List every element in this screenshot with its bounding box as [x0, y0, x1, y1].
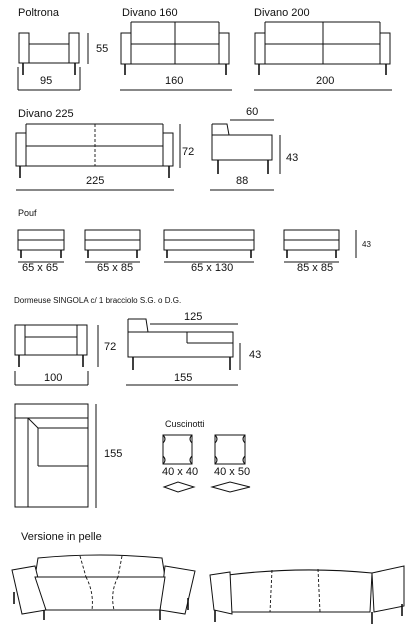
- divano200-title: Divano 200: [254, 7, 310, 19]
- divano200-width-label: 200: [316, 75, 335, 87]
- pouf-65x130-drawing: [164, 230, 254, 262]
- pouf-65x85-drawing: [85, 230, 140, 262]
- divano225-height-label: 72: [182, 146, 195, 158]
- pouf-65x65-label: 65 x 65: [22, 262, 59, 274]
- pelle-sofa-front-drawing: [12, 555, 195, 620]
- divano225-drawing: [16, 124, 173, 178]
- divano160-title: Divano 160: [122, 7, 178, 19]
- side-depth-label: 88: [236, 175, 249, 187]
- side-height-label: 43: [286, 152, 299, 164]
- cuscinotti-title: Cuscinotti: [165, 419, 205, 429]
- poltrona-drawing: [19, 33, 79, 75]
- pouf-65x130-label: 65 x 130: [191, 262, 234, 274]
- dormeuse-front-width-label: 100: [44, 372, 63, 384]
- dormeuse-side-drawing: [128, 319, 233, 370]
- cuscino-40x50-profile: [212, 482, 250, 492]
- cuscino-40x40-profile: [164, 482, 194, 492]
- divano160-drawing: [121, 22, 229, 75]
- pouf-85x85-label: 85 x 85: [297, 262, 334, 274]
- cuscino-40x40-drawing: [163, 435, 192, 464]
- divano200-drawing: [255, 22, 390, 75]
- cuscino-40x40-label: 40 x 40: [162, 466, 199, 478]
- dormeuse-side-height-label: 43: [249, 349, 262, 361]
- dormeuse-title: Dormeuse SINGOLA c/ 1 bracciolo S.G. o D.G.: [14, 296, 182, 305]
- pouf-65x85-label: 65 x 85: [97, 262, 134, 274]
- dormeuse-front-drawing: [15, 325, 87, 367]
- cuscino-40x50-drawing: [215, 435, 245, 464]
- pelle-sofa-back-drawing: [210, 566, 404, 624]
- dormeuse-plan-length-label: 155: [104, 448, 123, 460]
- side-view-drawing: [212, 124, 272, 174]
- divano225-title: Divano 225: [18, 108, 74, 120]
- dormeuse-plan-drawing: [15, 404, 88, 507]
- pouf-title: Pouf: [18, 208, 37, 218]
- divano225-width-label: 225: [86, 175, 105, 187]
- dormeuse-side-width-label: 155: [174, 372, 193, 384]
- cuscino-40x50-label: 40 x 50: [214, 466, 251, 478]
- dormeuse-side-top-label: 125: [184, 311, 203, 323]
- pouf-height-label: 43: [362, 240, 371, 249]
- divano160-width-label: 160: [165, 75, 184, 87]
- pouf-65x65-drawing: [18, 230, 64, 262]
- pouf-85x85-drawing: [284, 230, 339, 262]
- side-seat-label: 60: [246, 106, 259, 118]
- versione-pelle-title: Versione in pelle: [21, 531, 102, 543]
- dormeuse-front-height-label: 72: [104, 341, 117, 353]
- poltrona-width-label: 95: [40, 75, 53, 87]
- poltrona-height-label: 55: [96, 43, 109, 55]
- poltrona-title: Poltrona: [18, 7, 59, 19]
